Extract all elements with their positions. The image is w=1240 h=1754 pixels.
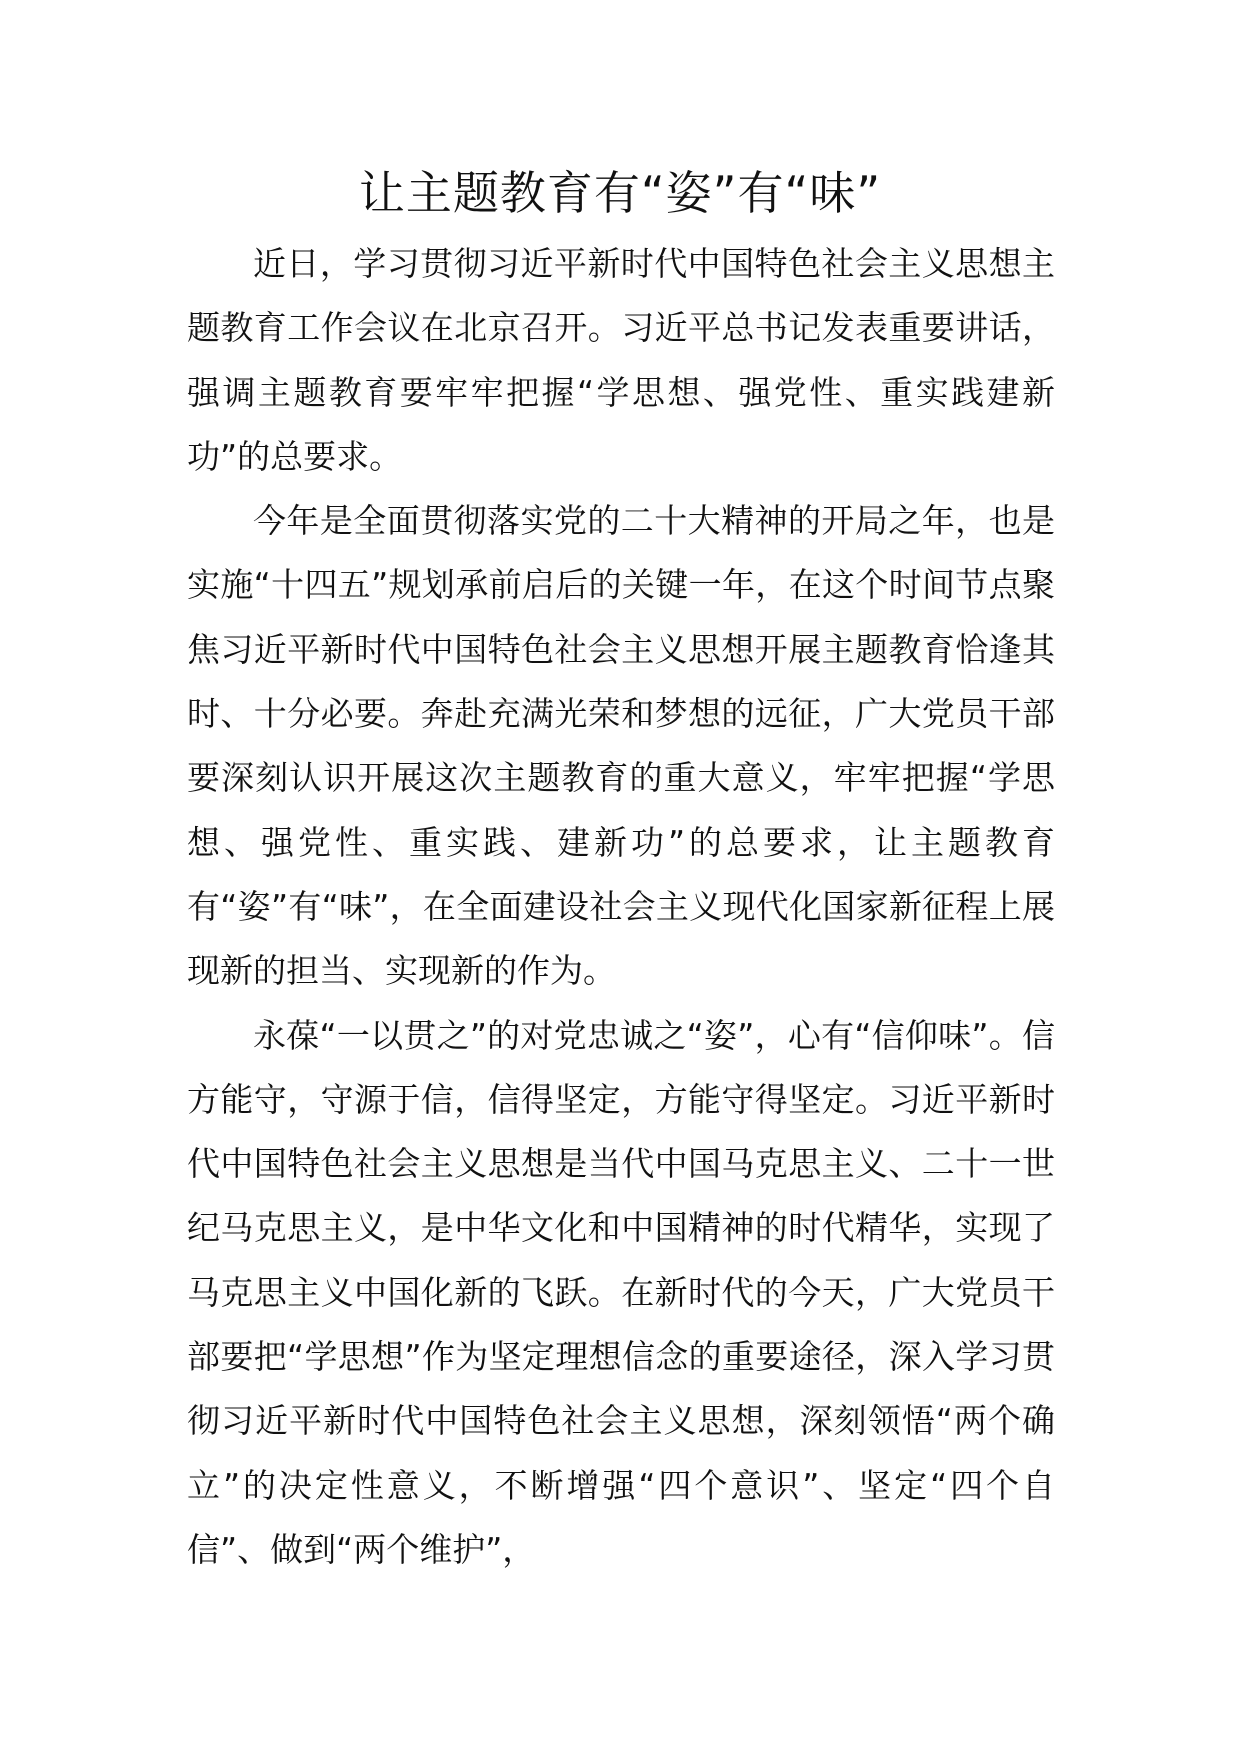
paragraph-2: 今年是全面贯彻落实党的二十大精神的开局之年，也是实施“十四五”规划承前启后的关键一年，在这个时间节点聚焦习近平新时代中国特色社会主义思想开展主题教育恰逢其时、十分必要。奔赴充满光荣和梦想的远征，广大党员干部要深刻认识开展这次主题教育的重大意义，牢牢把握“学思想、强党性、重实践、建新功”的总要求，让主题教育有“姿”有“味”，在全面建设社会主义现代化国家新征程上展现新的担当、实现新的作为。 bbox=[187, 501, 1055, 991]
document-body bbox=[187, 232, 1055, 1582]
document-title: 让主题教育有“姿”有“味” bbox=[358, 166, 882, 220]
paragraph-1: 近日，学习贯彻习近平新时代中国特色社会主义思想主题教育工作会议在北京召开。习近平总书记发表重要讲话，强调主题教育要牢牢把握“学思想、强党性、重实践建新功”的总要求。 bbox=[187, 244, 1055, 476]
paragraph-3: 永葆“一以贯之”的对党忠诚之“姿”，心有“信仰味”。信方能守，守源于信，信得坚定，方能守得坚定。习近平新时代中国特色社会主义思想是当代中国马克思主义、二十一世纪马克思主义，是中华文化和中国精神的时代精华，实现了马克思主义中国化新的飞跃。在新时代的今天，广大党员干部要把“学思想”作为坚定理想信念的重要途径，深入学习贯彻习近平新时代中国特色社会主义思想，深刻领悟“两个确立”的决定性意义，不断增强“四个意识”、坚定“四个自信”、做到“两个维护”， bbox=[187, 1015, 1055, 1569]
